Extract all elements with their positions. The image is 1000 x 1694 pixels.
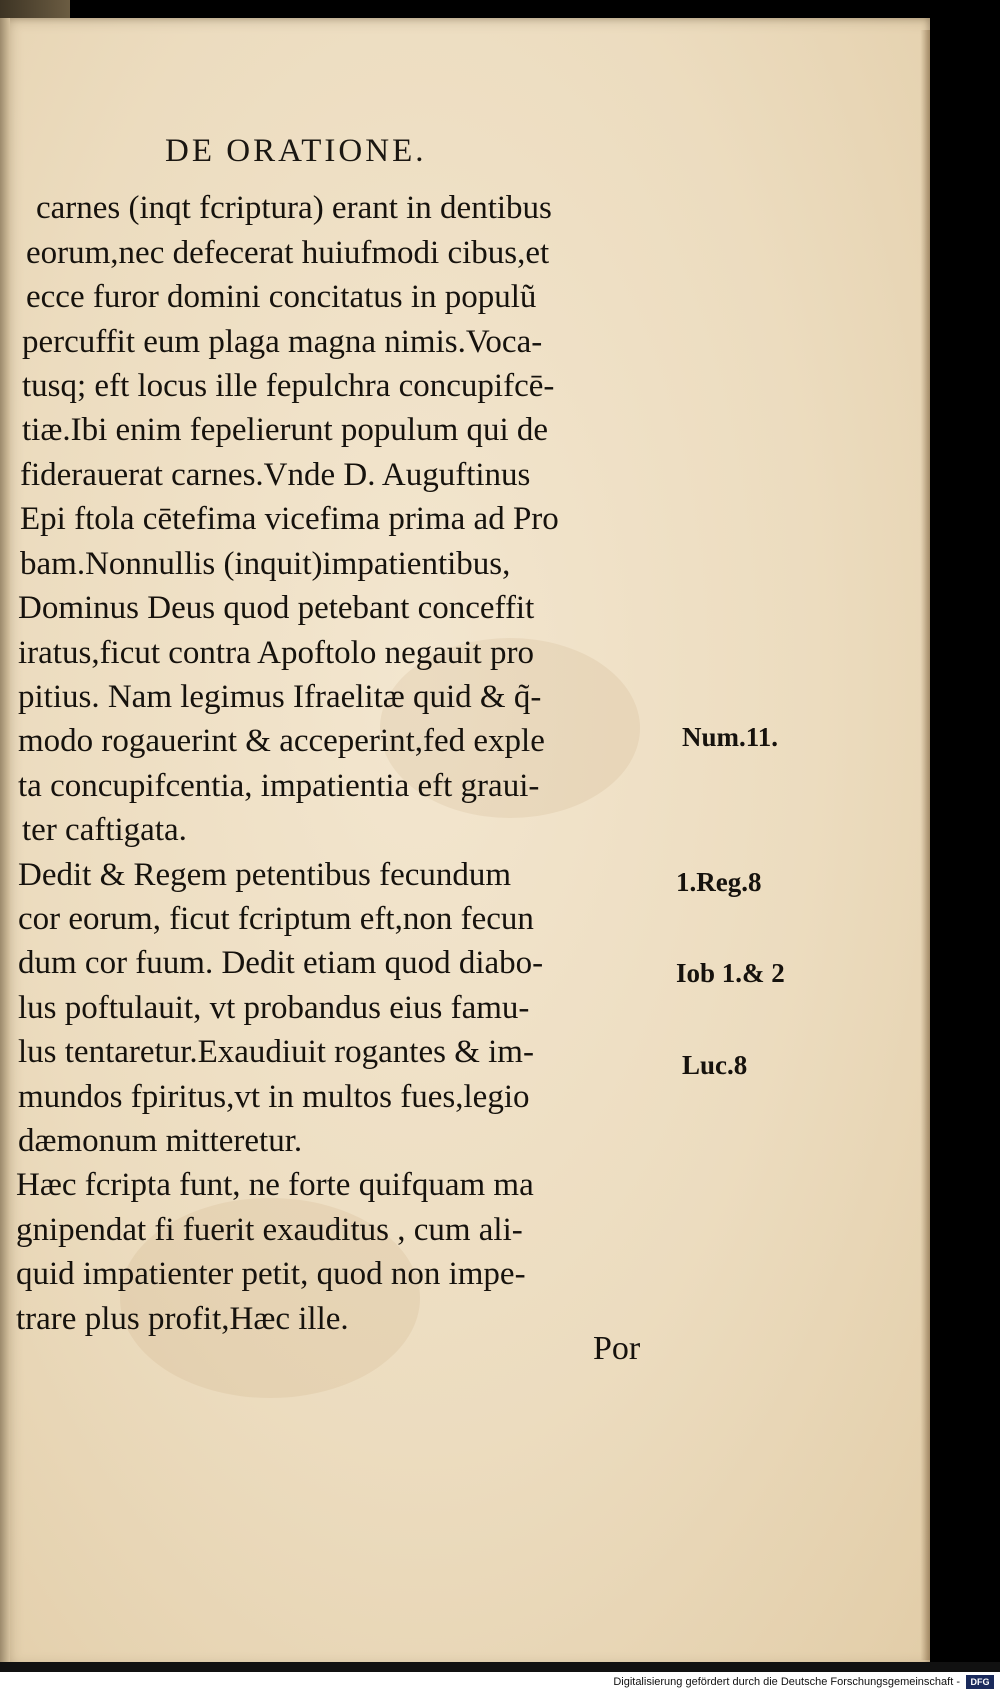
margin-note: Iob 1.& 2 [676, 958, 785, 988]
text-line: tusq; eft locus ille fepulchra concupifcē- [22, 368, 555, 404]
footer-credit: Digitalisierung gefördert durch die Deutsche Forschungsgemeinschaft - [613, 1676, 960, 1688]
text-line: lus poftulauit, vt probandus eius famu- [18, 990, 530, 1026]
text-line: carnes (inqt fcriptura) erant in dentibus [36, 190, 552, 226]
text-line: lus tentaretur.Exaudiuit rogantes & im- [18, 1034, 534, 1070]
text-line: ter caftigata. [22, 812, 187, 848]
text-line: iratus,ficut contra Apoftolo negauit pro [18, 635, 534, 671]
text-line: percuffit eum plaga magna nimis.Voca- [22, 324, 543, 360]
text-line: bam.Nonnullis (inquit)impatientibus, [20, 546, 511, 582]
text-line: cor eorum, ficut fcriptum eft,non fecun [18, 901, 534, 937]
text-line: Dominus Deus quod petebant conceffit [18, 590, 535, 626]
margin-note: Luc.8 [682, 1050, 748, 1080]
binding-edge [0, 0, 70, 18]
page-edge [920, 30, 930, 1660]
dfg-logo: DFG [966, 1675, 994, 1689]
margin-note: Num.11. [682, 722, 779, 752]
text-line: pitius. Nam legimus Ifraelitæ quid & q̃- [18, 679, 542, 715]
text-line: gnipendat fi fuerit exauditus , cum ali- [16, 1212, 523, 1248]
page-gutter [0, 18, 10, 1668]
text-line: eorum,nec defecerat huiufmodi cibus,et [26, 235, 550, 271]
text-line: tiæ.Ibi enim fepelierunt populum qui de [22, 412, 549, 448]
scan-border [0, 1662, 1000, 1672]
footer-bar [0, 1672, 1000, 1694]
text-line: fiderauerat carnes.Vnde D. Auguftinus [20, 457, 531, 493]
text-line: trare plus profit,Hæc ille. [16, 1301, 349, 1337]
margin-note: 1.Reg.8 [676, 867, 762, 897]
text-line: mundos fpiritus,vt in multos fues,legio [18, 1079, 530, 1115]
text-line: modo rogauerint & acceperint,fed exple [18, 723, 545, 759]
text-line: Dedit & Regem petentibus fecundum [18, 857, 512, 893]
text-line: ecce furor domini concitatus in populũ [26, 279, 537, 315]
running-head: DE ORATIONE. [165, 133, 427, 169]
text-line: dæmonum mitteretur. [18, 1123, 303, 1159]
text-line: Hæc fcripta funt, ne forte quifquam ma [16, 1167, 534, 1203]
catchword: Por [593, 1330, 641, 1367]
text-line: quid impatienter petit, quod non impe- [16, 1256, 526, 1292]
text-line: Epi ftola cētefima vicefima prima ad Pro [20, 501, 559, 537]
text-line: ta concupifcentia, impatientia eft graui- [18, 768, 540, 804]
text-line: dum cor fuum. Dedit etiam quod diabo- [18, 945, 544, 981]
